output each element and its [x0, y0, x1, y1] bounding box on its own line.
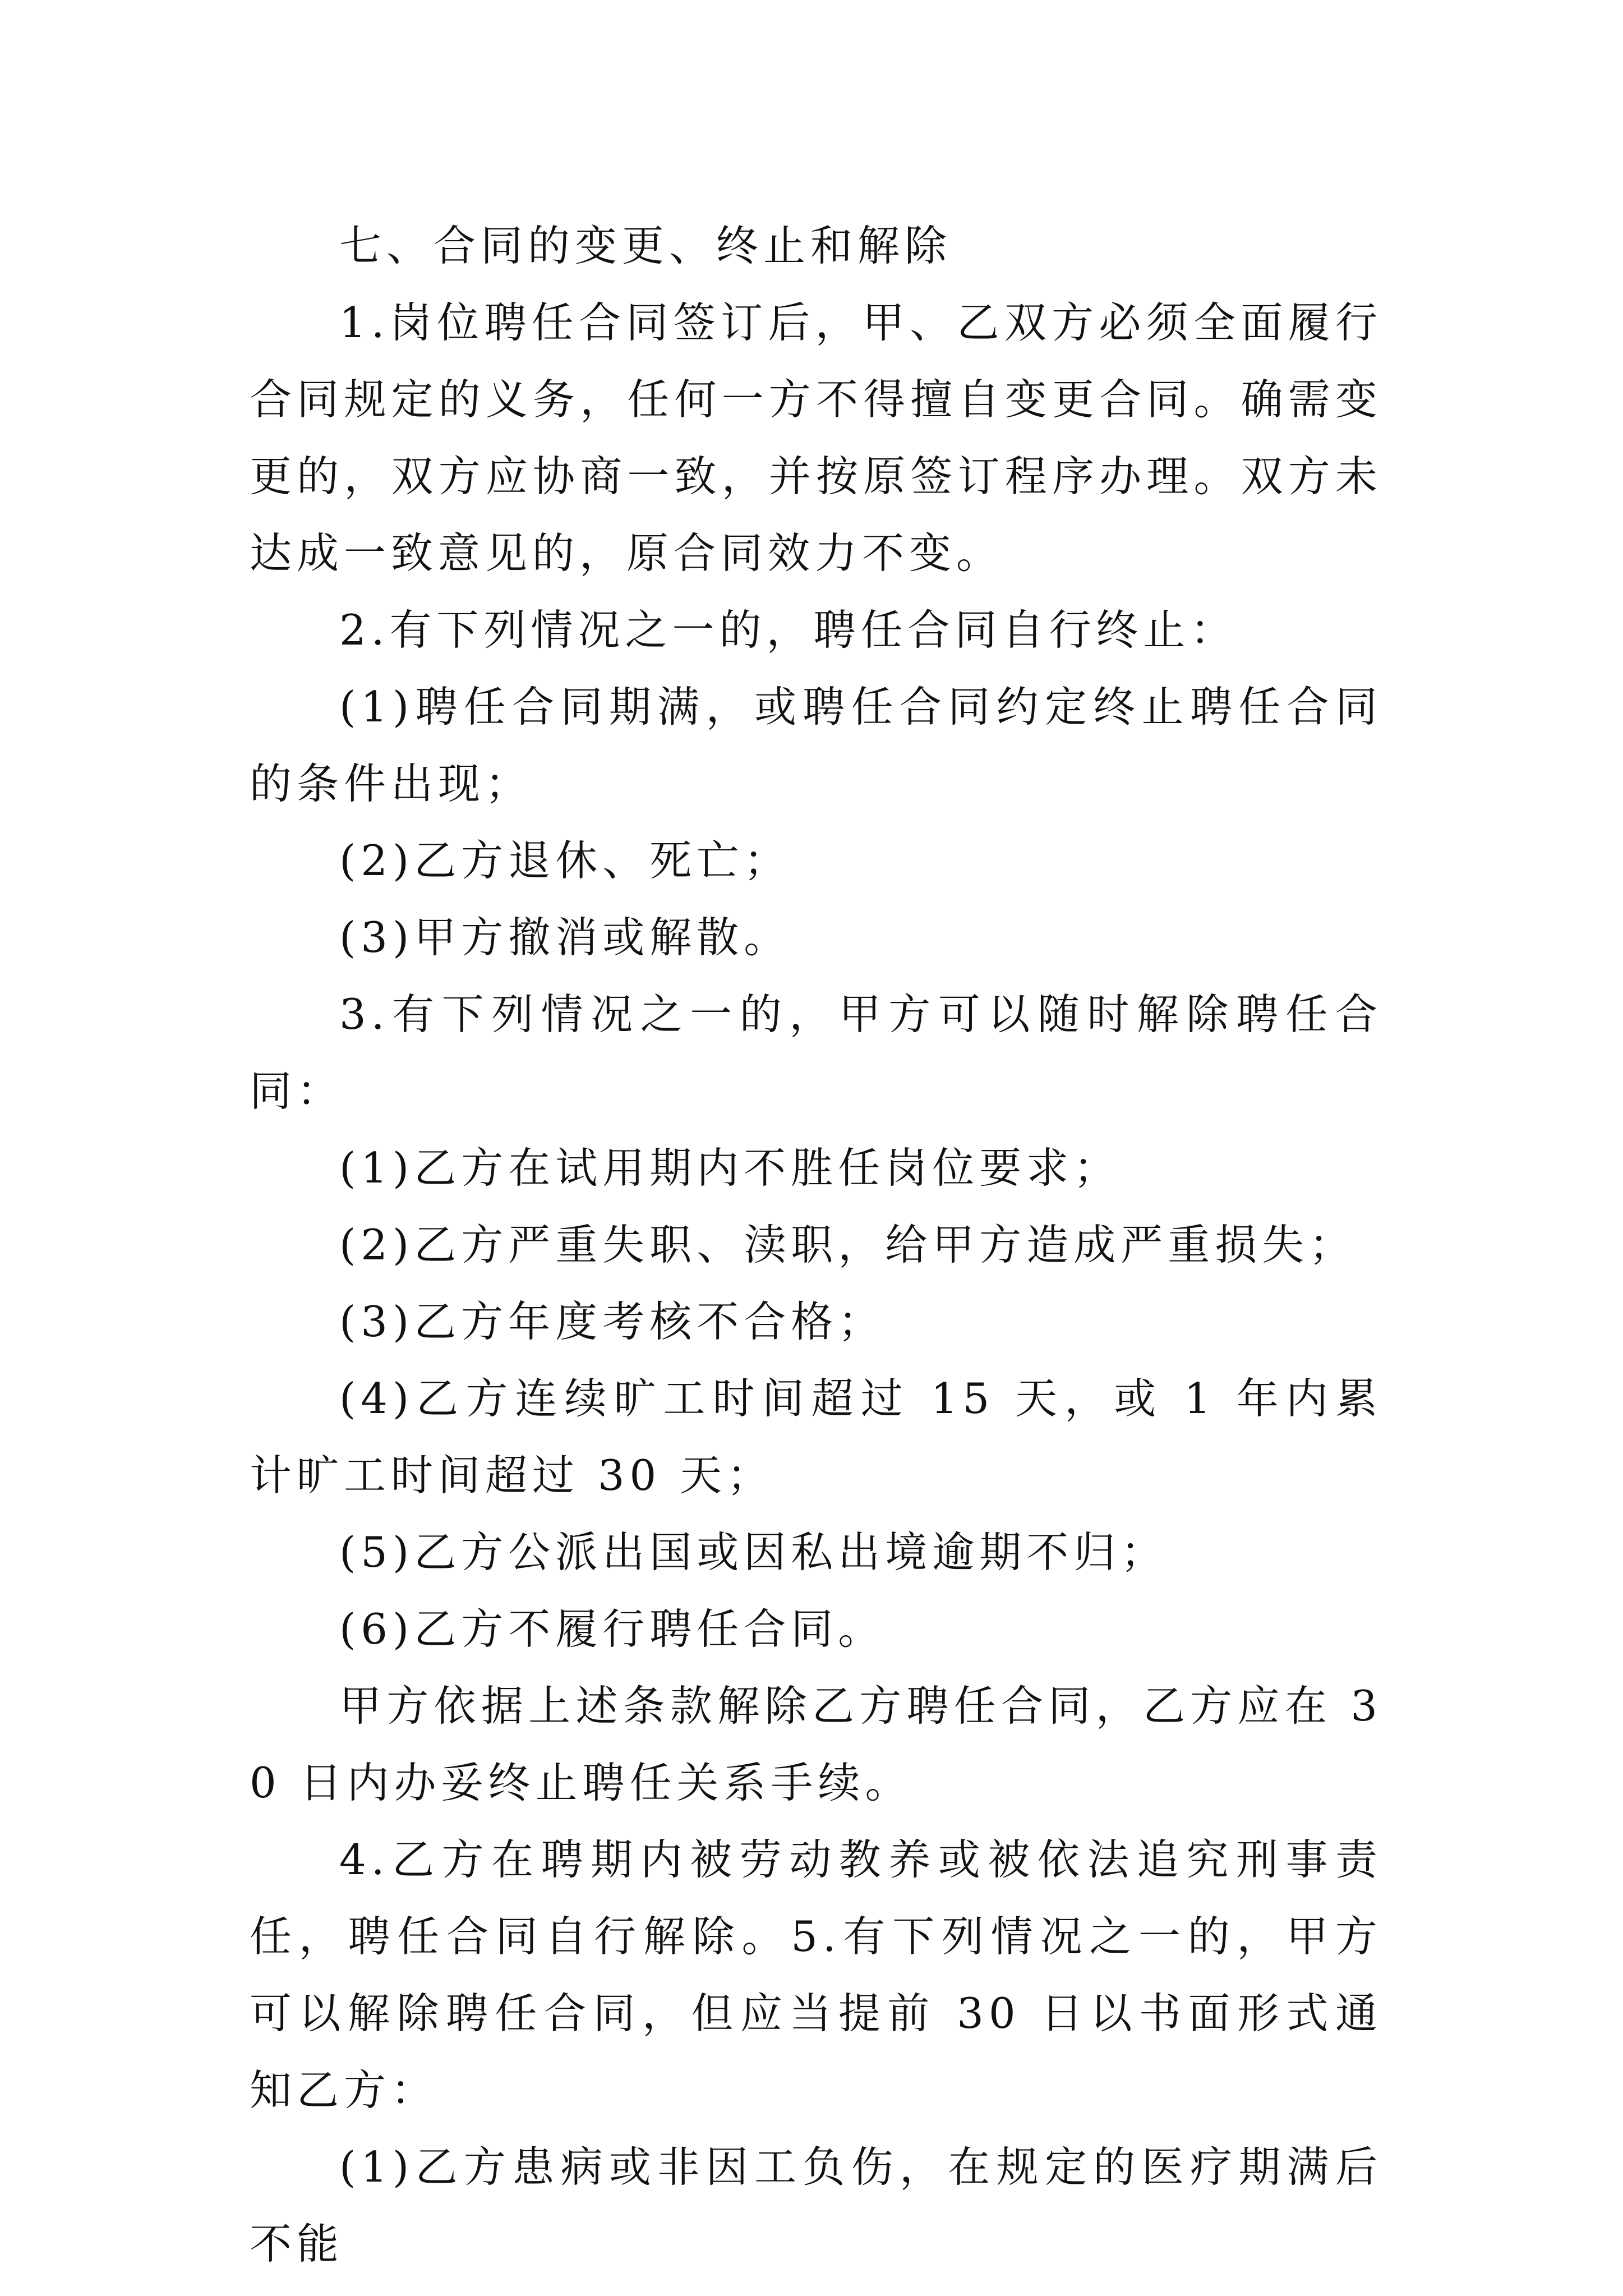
- clause-paragraph: 3.有下列情况之一的，甲方可以随时解除聘任合同：: [250, 990, 1382, 1116]
- list-item: (1)乙方患病或非因工负伤，在规定的医疗期满后不能: [250, 2142, 1382, 2269]
- list-item: (1)乙方在试用期内不胜任岗位要求；: [339, 1143, 1121, 1193]
- list-item: (3)乙方年度考核不合格；: [339, 1297, 886, 1346]
- section-heading: 七、合同的变更、终止和解除: [339, 221, 952, 270]
- clause-paragraph: 4.乙方在聘期内被劳动教养或被依法追究刑事责任，聘任合同自行解除。5.有下列情况之一的，甲方可以解除聘任合同，但应当提前 30 日以书面形式通知乙方：: [250, 1835, 1382, 2115]
- list-item: (3)甲方撤消或解散。: [339, 913, 791, 962]
- clause-paragraph: 甲方依据上述条款解除乙方聘任合同，乙方应在 30 日内办妥终止聘任关系手续。: [250, 1681, 1382, 1807]
- list-item: (1)聘任合同期满，或聘任合同约定终止聘任合同的条件出现；: [250, 682, 1382, 808]
- clause-paragraph: 2.有下列情况之一的，聘任合同自行终止：: [339, 605, 1238, 655]
- list-item: (4)乙方连续旷工时间超过 15 天，或 1 年内累计旷工时间超过 30 天；: [250, 1374, 1382, 1500]
- list-item: (2)乙方严重失职、渎职，给甲方造成严重损失；: [339, 1220, 1357, 1269]
- clause-paragraph: 1.岗位聘任合同签订后，甲、乙双方必须全面履行合同规定的义务，任何一方不得擅自变更合同。确需变更的，双方应协商一致，并按原签订程序办理。双方未达成一致意见的，原合同效力不变。: [250, 298, 1382, 578]
- list-item: (6)乙方不履行聘任合同。: [339, 1604, 886, 1654]
- contract-body: [250, 208, 1382, 2283]
- list-item: (5)乙方公派出国或因私出境逾期不归；: [339, 1527, 1168, 1577]
- list-item: (2)乙方退休、死亡；: [339, 836, 791, 885]
